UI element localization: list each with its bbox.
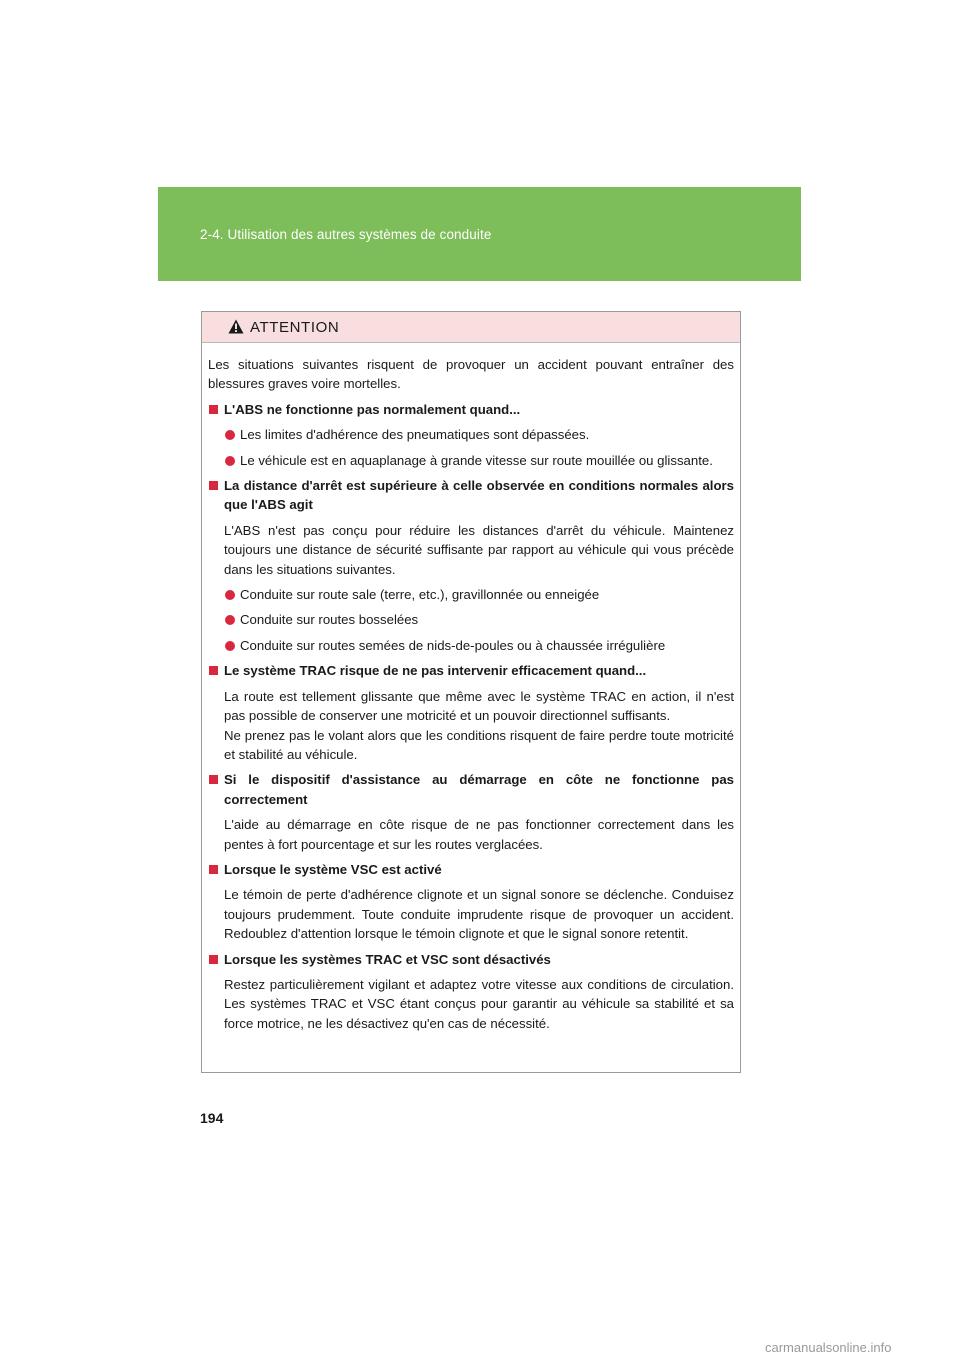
section-hill-start <box>208 770 734 809</box>
circle-bullet-icon <box>225 456 235 466</box>
section-title-stopping-distance: La distance d'arrêt est supérieure à celle observée en conditions normales alors que l'ABS agit <box>224 478 734 513</box>
list-item-text: Conduite sur routes semées de nids-de-poules ou à chaussée irrégulière <box>240 637 666 653</box>
section-trac-vsc-off <box>208 950 734 969</box>
section-vsc-active <box>208 860 734 879</box>
watermark: carmanualsonline.info <box>765 1340 892 1355</box>
section-text-trac-vsc-off: Restez particulièrement vigilant et adaptez votre vitesse aux conditions de circulation. Les systèmes TRAC et VSC étant conçus pour garantir au véhicule sa stabilité et sa force motrice, ne les désactivez qu'en cas de nécessité. <box>224 976 734 1031</box>
section-title-vsc-active: Lorsque le système VSC est activé <box>224 861 442 877</box>
list-item <box>208 610 734 629</box>
section-trac <box>208 661 734 680</box>
circle-bullet-icon <box>225 641 235 651</box>
page-number: 194 <box>200 1110 224 1126</box>
section-abs-malfunction <box>208 400 734 419</box>
warning-triangle-icon <box>228 319 244 334</box>
list-item <box>208 425 734 444</box>
section-stopping-distance <box>208 476 734 515</box>
section-title-abs: L'ABS ne fonctionne pas normalement quand... <box>224 401 521 417</box>
section-title-hill-start: Si le dispositif d'assistance au démarrage en côte ne fonctionne pas correctement <box>224 772 734 807</box>
list-item <box>208 585 734 604</box>
square-bullet-icon <box>209 775 218 784</box>
section-text-hill-start: L'aide au démarrage en côte risque de ne pas fonctionner correctement dans les pentes à fort pourcentage et sur les routes verglacées. <box>224 817 734 852</box>
list-item <box>208 636 734 655</box>
square-bullet-icon <box>209 865 218 874</box>
caution-body <box>202 343 740 1033</box>
square-bullet-icon <box>209 955 218 964</box>
circle-bullet-icon <box>225 430 235 440</box>
section-text-trac-2: Ne prenez pas le volant alors que les conditions risquent de faire perdre toute motricité et stabilité au véhicule. <box>224 727 734 762</box>
square-bullet-icon <box>209 405 218 414</box>
section-title-trac: Le système TRAC risque de ne pas intervenir efficacement quand... <box>224 663 647 679</box>
list-item-text: Conduite sur routes bosselées <box>240 612 419 628</box>
caution-header <box>202 312 740 343</box>
square-bullet-icon <box>209 666 218 675</box>
section-text-vsc-active: Le témoin de perte d'adhérence clignote et un signal sonore se déclenche. Conduisez toujours prudemment. Toute conduite imprudente risque de provoquer un accident. Redoublez d'attention lorsque le témoin clignote et que le signal sonore retentit. <box>224 887 734 942</box>
square-bullet-icon <box>209 481 218 490</box>
caution-label: ATTENTION <box>250 319 340 336</box>
section-header-band <box>158 187 801 281</box>
circle-bullet-icon <box>225 590 235 600</box>
list-item <box>208 451 734 470</box>
circle-bullet-icon <box>225 615 235 625</box>
caution-intro: Les situations suivantes risquent de provoquer un accident pouvant entraîner des blessures graves voire mortelles. <box>208 357 734 392</box>
list-item-text: Les limites d'adhérence des pneumatiques sont dépassées. <box>240 427 590 443</box>
caution-box <box>201 311 741 1073</box>
section-text-stopping-distance: L'ABS n'est pas conçu pour réduire les distances d'arrêt du véhicule. Maintenez toujours une distance de sécurité suffisante par rapport au véhicule qui vous précède dans les situations suivantes. <box>224 522 734 577</box>
section-title-trac-vsc-off: Lorsque les systèmes TRAC et VSC sont désactivés <box>224 951 551 967</box>
section-title: 2-4. Utilisation des autres systèmes de conduite <box>200 227 492 242</box>
list-item-text: Conduite sur route sale (terre, etc.), gravillonnée ou enneigée <box>240 587 600 603</box>
section-text-trac-1: La route est tellement glissante que même avec le système TRAC en action, il n'est pas possible de conserver une motricité et un pouvoir directionnel suffisants. <box>224 688 734 724</box>
list-item-text: Le véhicule est en aquaplanage à grande vitesse sur route mouillée ou glissante. <box>240 452 713 468</box>
